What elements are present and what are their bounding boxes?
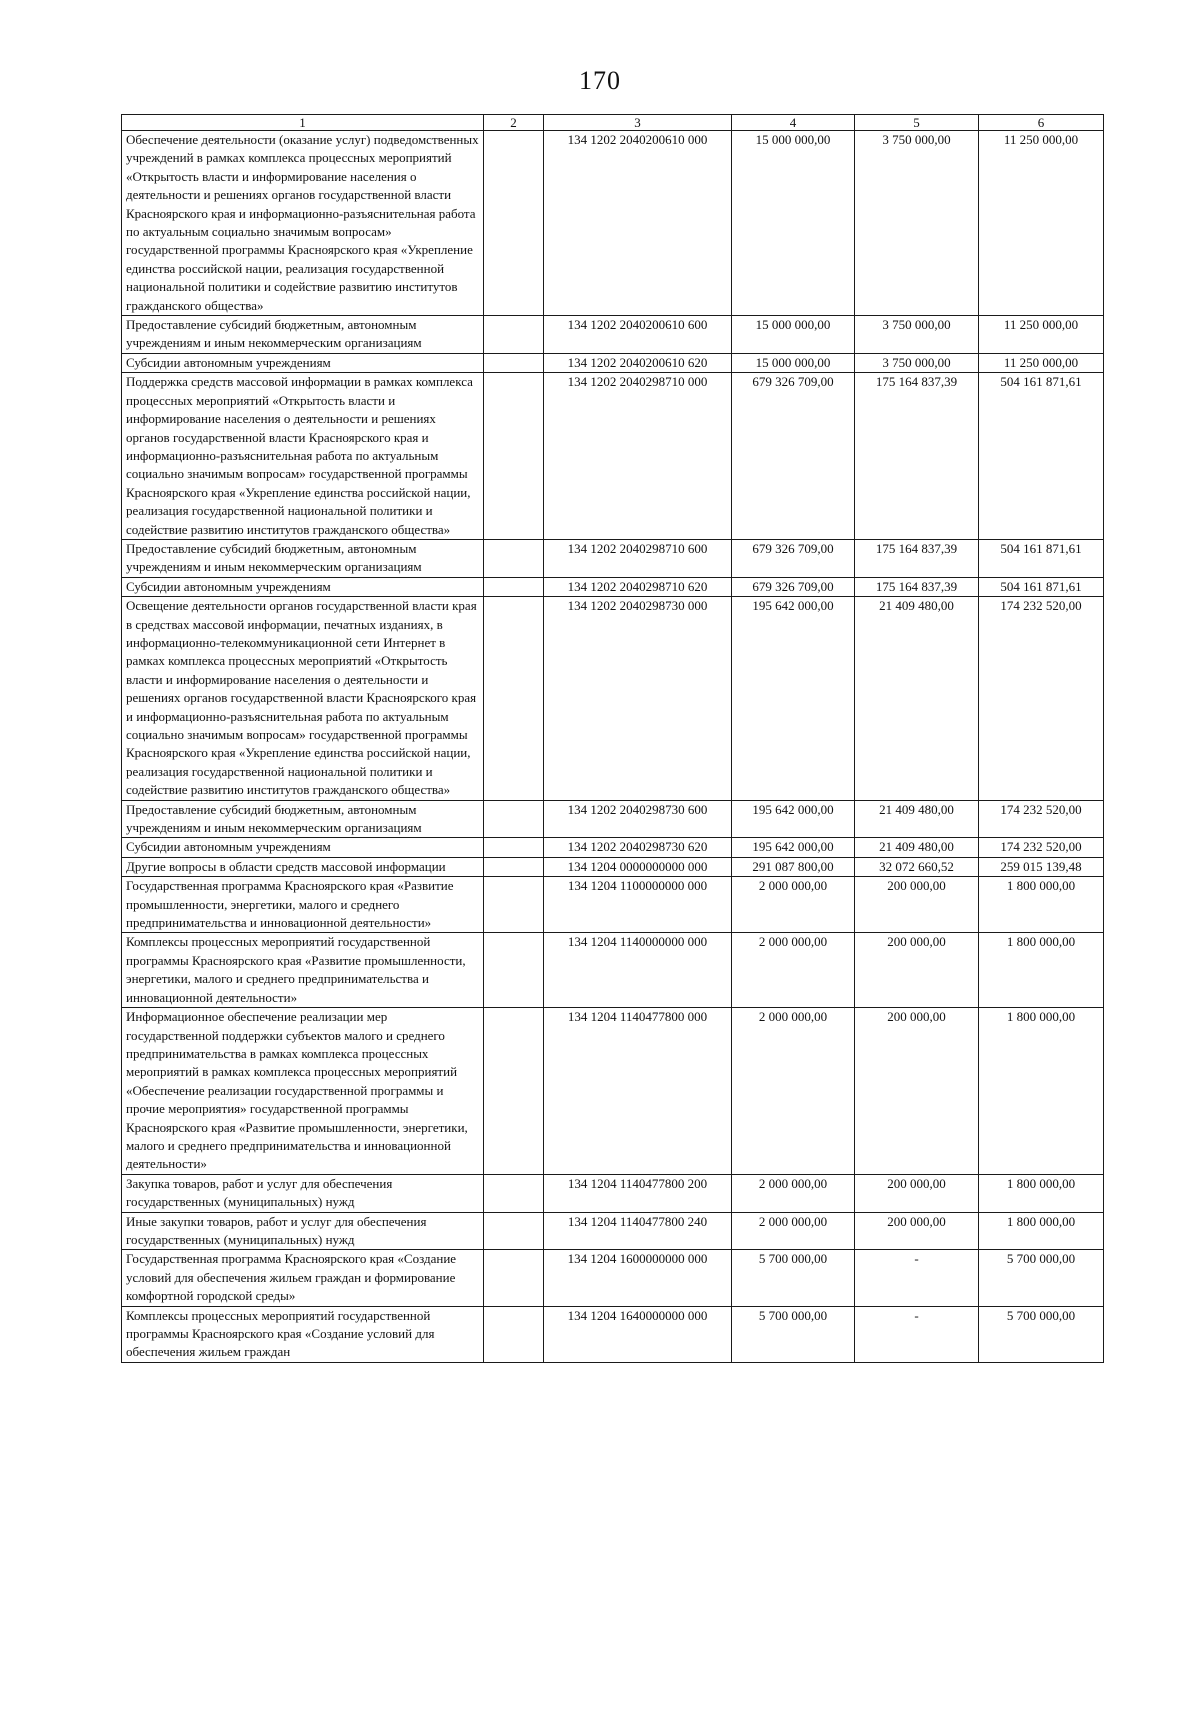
row-code-cell: 134 1202 2040298710 000: [544, 373, 732, 540]
row-value-col4: 2 000 000,00: [732, 933, 855, 1008]
row-code-cell: 134 1202 2040298710 620: [544, 577, 732, 596]
table-row: [122, 1174, 1104, 1212]
row-name-cell: Информационное обеспечение реализации мер государственной поддержки субъектов малого и среднего предпринимательства в рамках комплекса процессных мероприятий в рамках комплекса процессных мероприятий «Обеспечение реализации государственной программы и прочие мероприятия» государственной программы Красноярского края «Развитие промышленности, энергетики, малого и среднего предпринимательства и инновационной деятельности»: [122, 1008, 484, 1175]
row-value-col6: 1 800 000,00: [979, 1008, 1104, 1175]
row-code-cell: 134 1202 2040200610 620: [544, 353, 732, 372]
row-value-col5: 3 750 000,00: [855, 316, 979, 354]
row-value-col4: 2 000 000,00: [732, 877, 855, 933]
table-row: [122, 1250, 1104, 1306]
row-value-col6: 504 161 871,61: [979, 539, 1104, 577]
header-row: [122, 115, 1104, 131]
row-value-col4: 679 326 709,00: [732, 577, 855, 596]
row-col2-cell: [484, 1306, 544, 1362]
row-value-col6: 5 700 000,00: [979, 1250, 1104, 1306]
table-body: [122, 131, 1104, 1363]
row-col2-cell: [484, 1008, 544, 1175]
row-value-col5: -: [855, 1250, 979, 1306]
row-name-cell: Комплексы процессных мероприятий государственной программы Красноярского края «Создание условий для обеспечения жильем граждан: [122, 1306, 484, 1362]
row-value-col5: 200 000,00: [855, 933, 979, 1008]
row-value-col5: 175 164 837,39: [855, 373, 979, 540]
row-code-cell: 134 1202 2040298730 600: [544, 800, 732, 838]
row-value-col4: 15 000 000,00: [732, 353, 855, 372]
row-code-cell: 134 1204 1140477800 240: [544, 1212, 732, 1250]
row-col2-cell: [484, 316, 544, 354]
row-col2-cell: [484, 933, 544, 1008]
row-value-col4: 195 642 000,00: [732, 838, 855, 857]
table-row: [122, 597, 1104, 800]
row-code-cell: 134 1202 2040298710 600: [544, 539, 732, 577]
table-row: [122, 800, 1104, 838]
row-col2-cell: [484, 877, 544, 933]
row-value-col6: 11 250 000,00: [979, 353, 1104, 372]
row-value-col4: 15 000 000,00: [732, 131, 855, 316]
row-value-col6: 5 700 000,00: [979, 1306, 1104, 1362]
table-row: [122, 316, 1104, 354]
row-code-cell: 134 1204 1140000000 000: [544, 933, 732, 1008]
row-code-cell: 134 1204 1100000000 000: [544, 877, 732, 933]
row-name-cell: Предоставление субсидий бюджетным, автономным учреждениям и иным некоммерческим организациям: [122, 316, 484, 354]
row-name-cell: Субсидии автономным учреждениям: [122, 577, 484, 596]
row-value-col6: 504 161 871,61: [979, 577, 1104, 596]
header-cell: 4: [732, 115, 855, 131]
row-value-col6: 1 800 000,00: [979, 1212, 1104, 1250]
row-col2-cell: [484, 131, 544, 316]
row-value-col4: 291 087 800,00: [732, 857, 855, 876]
row-value-col5: 175 164 837,39: [855, 539, 979, 577]
table-row: [122, 1212, 1104, 1250]
row-code-cell: 134 1202 2040200610 000: [544, 131, 732, 316]
header-cell: 5: [855, 115, 979, 131]
table-row: [122, 577, 1104, 596]
row-col2-cell: [484, 1250, 544, 1306]
row-col2-cell: [484, 838, 544, 857]
row-name-cell: Другие вопросы в области средств массовой информации: [122, 857, 484, 876]
row-value-col6: 11 250 000,00: [979, 131, 1104, 316]
row-code-cell: 134 1202 2040200610 600: [544, 316, 732, 354]
row-name-cell: Обеспечение деятельности (оказание услуг) подведомственных учреждений в рамках комплекса процессных мероприятий «Открытость власти и информирование населения о деятельности и решениях органов государственной власти Красноярского края и информационно-разъяснительная работа по актуальным социально значимым вопросам» государственной программы Красноярского края «Укрепление единства российской нации, реализация государственной национальной политики и содействие развитию институтов гражданского общества»: [122, 131, 484, 316]
row-value-col5: 21 409 480,00: [855, 800, 979, 838]
header-cell: 3: [544, 115, 732, 131]
row-code-cell: 134 1204 1140477800 200: [544, 1174, 732, 1212]
row-value-col4: 2 000 000,00: [732, 1174, 855, 1212]
row-col2-cell: [484, 577, 544, 596]
row-name-cell: Закупка товаров, работ и услуг для обеспечения государственных (муниципальных) нужд: [122, 1174, 484, 1212]
row-value-col5: 200 000,00: [855, 1174, 979, 1212]
table-row: [122, 1008, 1104, 1175]
row-col2-cell: [484, 800, 544, 838]
row-name-cell: Освещение деятельности органов государственной власти края в средствах массовой информации, печатных изданиях, в информационно-телекоммуникационной сети Интернет в рамках комплекса процессных мероприятий «Открытость власти и информирование населения о деятельности и решениях органов государственной власти Красноярского края и информационно-разъяснительная работа по актуальным социально значимым вопросам» государственной программы Красноярского края «Укрепление единства российской нации, реализация государственной национальной политики и содействие развитию институтов гражданского общества»: [122, 597, 484, 800]
page-number: 170: [579, 66, 621, 95]
row-value-col5: 21 409 480,00: [855, 838, 979, 857]
header-cell: 2: [484, 115, 544, 131]
row-col2-cell: [484, 597, 544, 800]
row-col2-cell: [484, 1212, 544, 1250]
row-code-cell: 134 1204 0000000000 000: [544, 857, 732, 876]
row-value-col4: 2 000 000,00: [732, 1008, 855, 1175]
budget-table: [121, 114, 1104, 1363]
row-code-cell: 134 1202 2040298730 000: [544, 597, 732, 800]
row-value-col4: 15 000 000,00: [732, 316, 855, 354]
table-row: [122, 838, 1104, 857]
row-name-cell: Предоставление субсидий бюджетным, автономным учреждениям и иным некоммерческим организациям: [122, 800, 484, 838]
table-row: [122, 353, 1104, 372]
row-value-col4: 195 642 000,00: [732, 800, 855, 838]
header-cell: 1: [122, 115, 484, 131]
row-code-cell: 134 1204 1640000000 000: [544, 1306, 732, 1362]
row-col2-cell: [484, 857, 544, 876]
row-value-col4: 195 642 000,00: [732, 597, 855, 800]
row-value-col6: 174 232 520,00: [979, 597, 1104, 800]
row-col2-cell: [484, 1174, 544, 1212]
row-value-col5: 200 000,00: [855, 1212, 979, 1250]
header-cell: 6: [979, 115, 1104, 131]
row-value-col5: -: [855, 1306, 979, 1362]
row-value-col4: 679 326 709,00: [732, 373, 855, 540]
row-value-col6: 1 800 000,00: [979, 1174, 1104, 1212]
row-name-cell: Государственная программа Красноярского края «Создание условий для обеспечения жильем граждан и формирование комфортной городской среды»: [122, 1250, 484, 1306]
row-value-col6: 11 250 000,00: [979, 316, 1104, 354]
row-value-col6: 1 800 000,00: [979, 877, 1104, 933]
row-name-cell: Поддержка средств массовой информации в рамках комплекса процессных мероприятий «Открытость власти и информирование населения о деятельности и решениях органов государственной власти Красноярского края и информационно-разъяснительная работа по актуальным социально значимым вопросам» государственной программы Красноярского края «Укрепление единства российской нации, реализация государственной национальной политики и содействие развитию институтов гражданского общества»: [122, 373, 484, 540]
row-value-col4: 5 700 000,00: [732, 1250, 855, 1306]
table-row: [122, 1306, 1104, 1362]
row-name-cell: Предоставление субсидий бюджетным, автономным учреждениям и иным некоммерческим организациям: [122, 539, 484, 577]
row-value-col6: 174 232 520,00: [979, 800, 1104, 838]
row-col2-cell: [484, 353, 544, 372]
row-value-col4: 5 700 000,00: [732, 1306, 855, 1362]
table-row: [122, 857, 1104, 876]
row-value-col4: 2 000 000,00: [732, 1212, 855, 1250]
row-value-col5: 200 000,00: [855, 1008, 979, 1175]
row-value-col4: 679 326 709,00: [732, 539, 855, 577]
row-code-cell: 134 1204 1600000000 000: [544, 1250, 732, 1306]
row-name-cell: Иные закупки товаров, работ и услуг для обеспечения государственных (муниципальных) нужд: [122, 1212, 484, 1250]
row-value-col6: 504 161 871,61: [979, 373, 1104, 540]
row-value-col6: 259 015 139,48: [979, 857, 1104, 876]
row-name-cell: Субсидии автономным учреждениям: [122, 838, 484, 857]
row-value-col5: 175 164 837,39: [855, 577, 979, 596]
row-value-col5: 200 000,00: [855, 877, 979, 933]
row-value-col6: 174 232 520,00: [979, 838, 1104, 857]
table-row: [122, 131, 1104, 316]
table-row: [122, 373, 1104, 540]
row-col2-cell: [484, 373, 544, 540]
row-name-cell: Субсидии автономным учреждениям: [122, 353, 484, 372]
row-name-cell: Комплексы процессных мероприятий государственной программы Красноярского края «Развитие промышленности, энергетики, малого и среднего предпринимательства и инновационной деятельности»: [122, 933, 484, 1008]
table-row: [122, 933, 1104, 1008]
row-code-cell: 134 1204 1140477800 000: [544, 1008, 732, 1175]
row-value-col5: 3 750 000,00: [855, 353, 979, 372]
row-name-cell: Государственная программа Красноярского края «Развитие промышленности, энергетики, малого и среднего предпринимательства и инновационной деятельности»: [122, 877, 484, 933]
row-value-col5: 32 072 660,52: [855, 857, 979, 876]
row-value-col5: 21 409 480,00: [855, 597, 979, 800]
row-code-cell: 134 1202 2040298730 620: [544, 838, 732, 857]
table-row: [122, 877, 1104, 933]
row-col2-cell: [484, 539, 544, 577]
table-row: [122, 539, 1104, 577]
row-value-col6: 1 800 000,00: [979, 933, 1104, 1008]
row-value-col5: 3 750 000,00: [855, 131, 979, 316]
